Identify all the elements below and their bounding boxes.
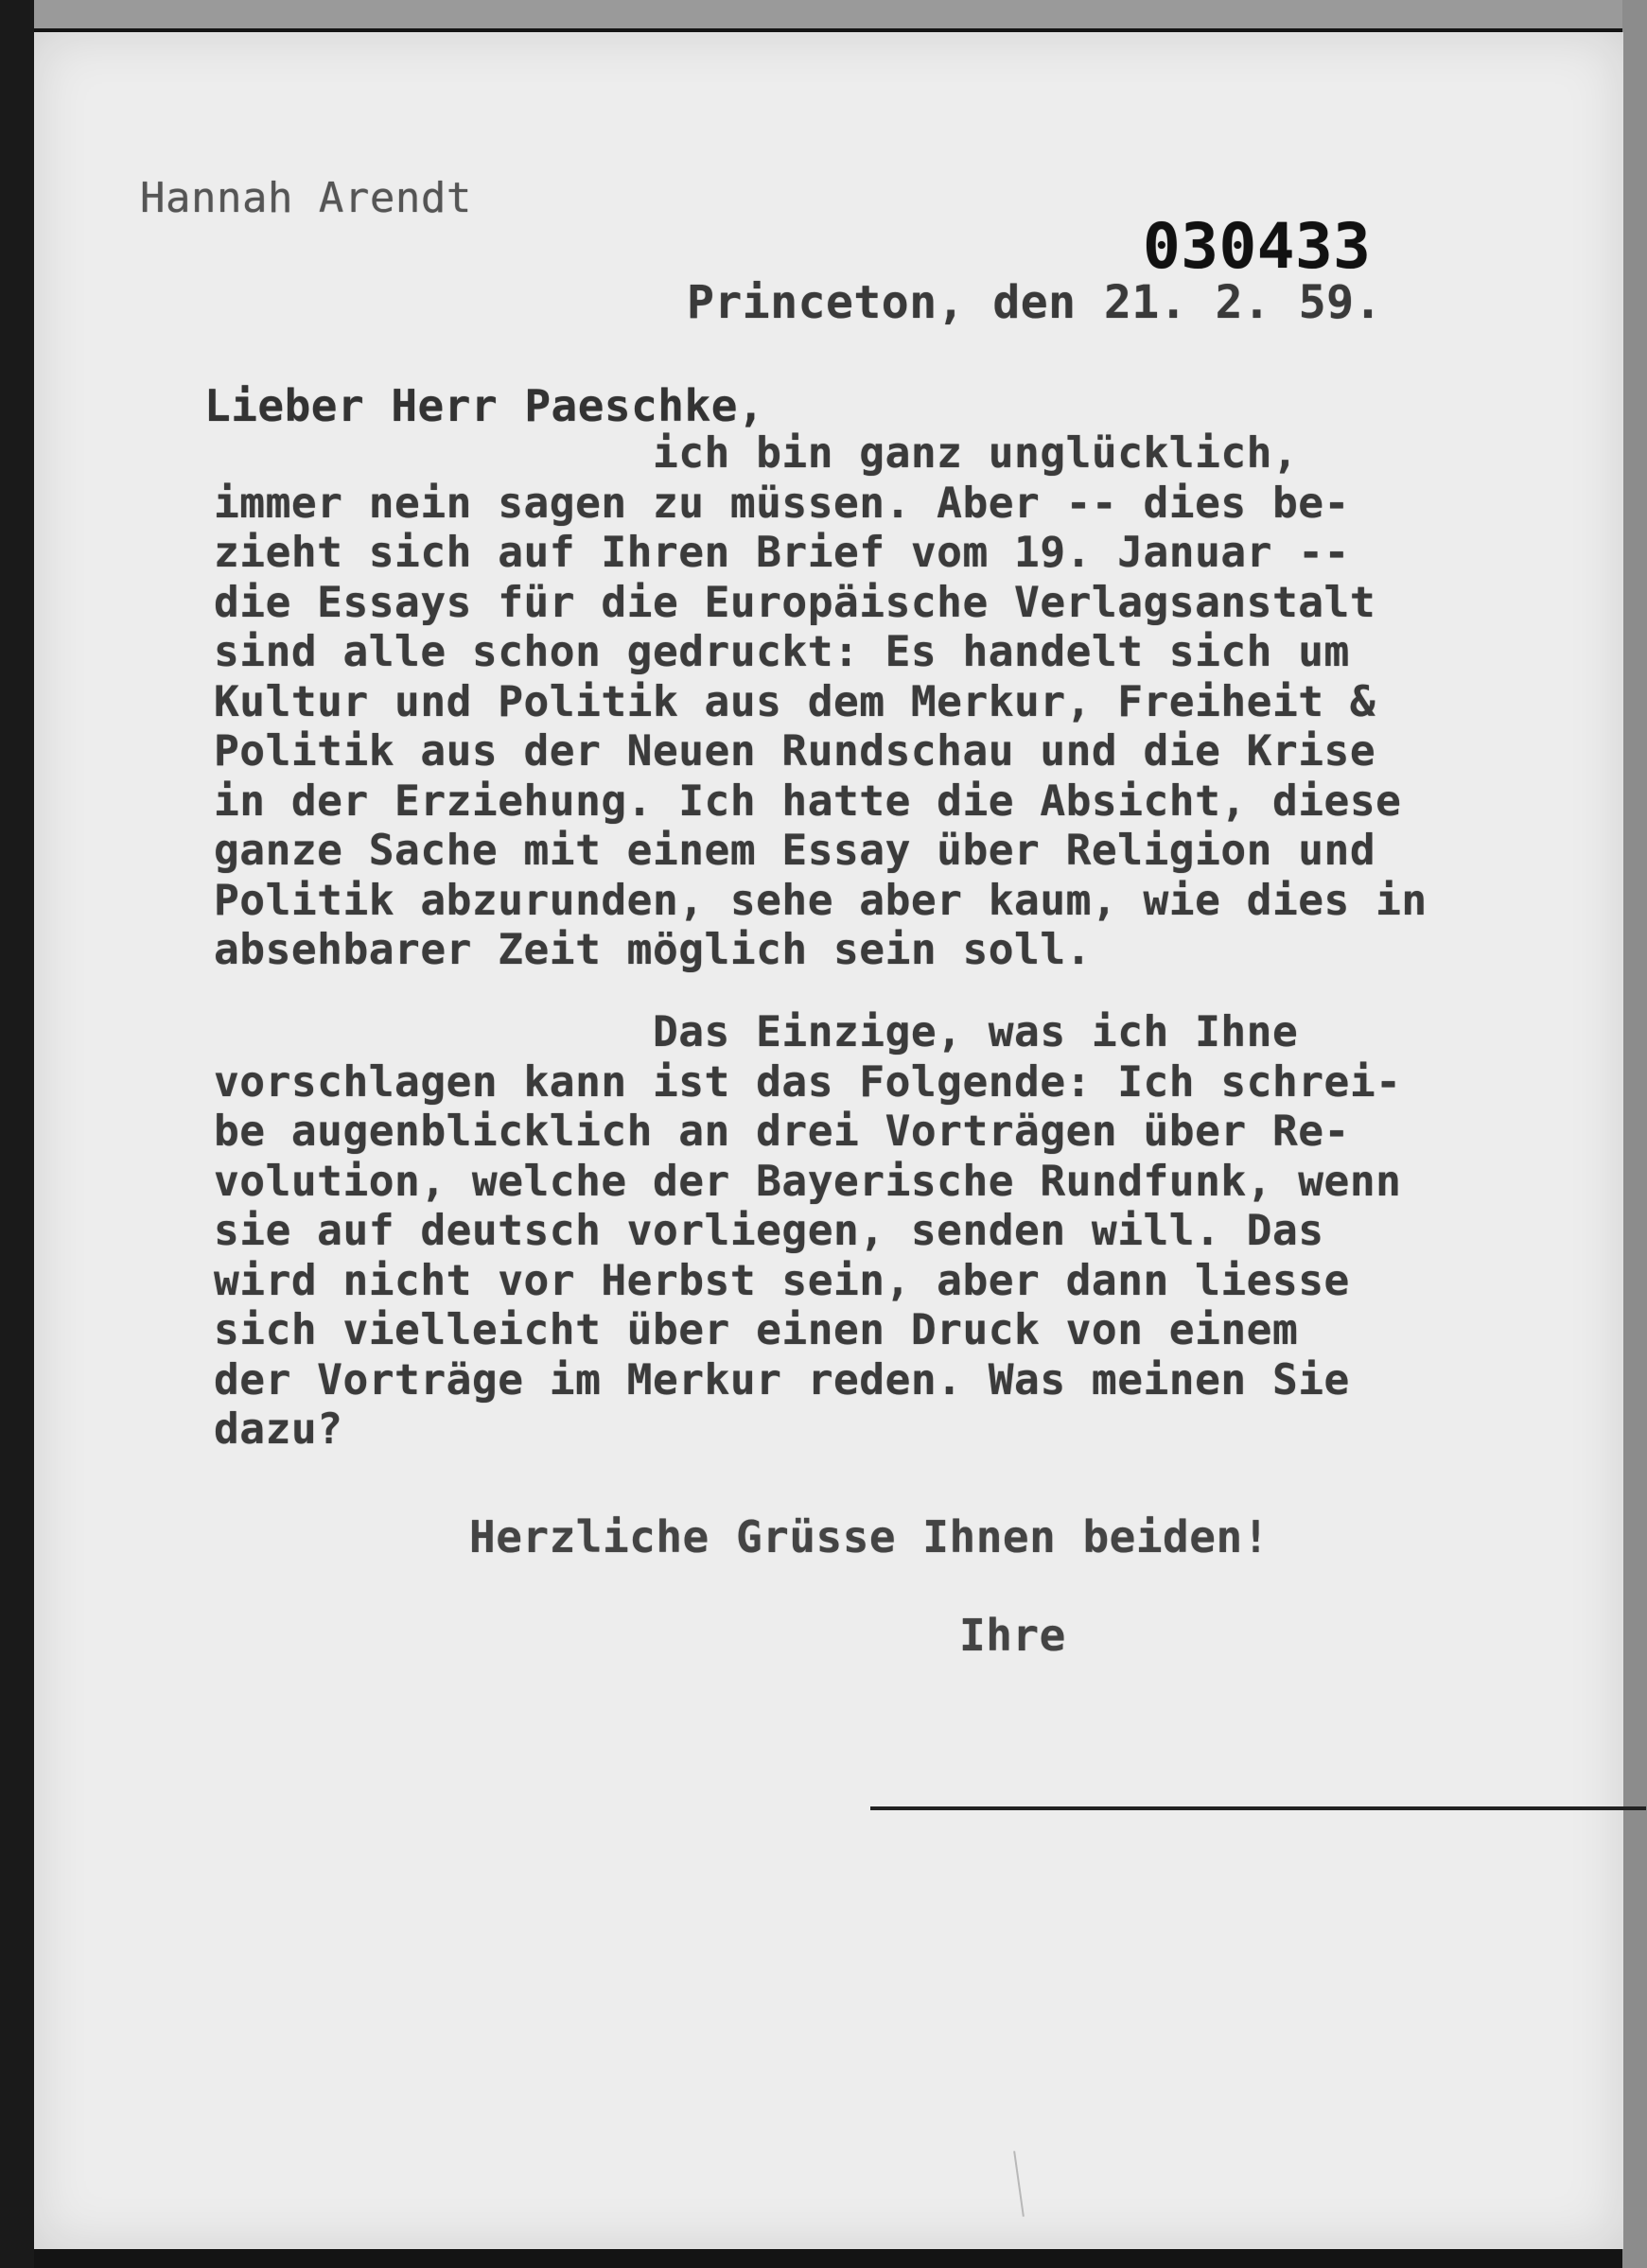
paragraph-1: ich bin ganz unglücklich, immer nein sagen zu müssen. Aber -- dies be- zieht sich auf Ihren Brief vom 19. Januar -- die Essays für die Europäische Verlagsanstalt sind alle schon gedruckt: Es handelt sich um Kultur und Politik aus dem Merkur, Freiheit & Politik aus der Neuen Rundschau und die Krise in der Erziehung. Ich hatte die Absicht, diese ganze Sache mit einem Essay über Religion und Politik abzurunden, sehe aber kaum, wie dies in absehbarer Zeit möglich sein soll. [214, 429, 1428, 974]
archive-number: 030433 [1143, 210, 1372, 283]
salutation: Lieber Herr Paeschke, [204, 380, 765, 431]
letter-page [34, 32, 1623, 2249]
signature-line [870, 1806, 1646, 1810]
scan-border-right [1622, 0, 1647, 2268]
paper-mark [1013, 2151, 1025, 2217]
closing: Herzliche Grüsse Ihnen beiden! [469, 1511, 1270, 1562]
sender-name: Hannah Arendt [140, 174, 472, 222]
scan-border-top [0, 0, 1647, 28]
signature-text: Ihre [959, 1610, 1066, 1661]
scan-border-left [0, 0, 34, 2268]
paragraph-2: Das Einzige, was ich Ihne vorschlagen kann ist das Folgende: Ich schrei- be augenblicklich an drei Vorträgen über Re- volution, welche der Bayerische Rundfunk, wenn sie auf deutsch vorliegen, senden will. Das wird nicht vor Herbst sein, aber dann liesse sich vielleicht über einen Druck von einem der Vorträge im Merkur reden. Was meinen Sie dazu? [214, 1008, 1402, 1454]
dateline: Princeton, den 21. 2. 59. [687, 276, 1382, 329]
